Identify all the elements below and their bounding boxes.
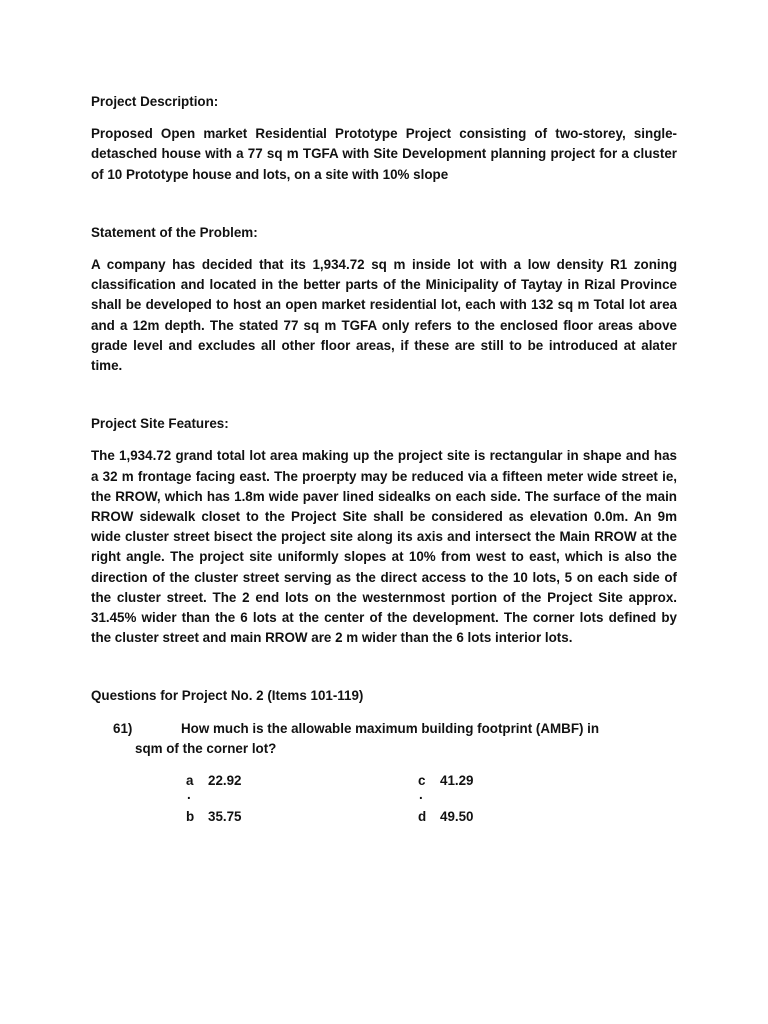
project-description-heading: Project Description: bbox=[91, 94, 219, 109]
project-description-section bbox=[91, 92, 677, 185]
question-number: 61) bbox=[113, 720, 133, 736]
option-d-value: 49.50 bbox=[440, 809, 474, 825]
option-c-letter: c bbox=[418, 773, 426, 789]
statement-of-problem-section bbox=[91, 223, 677, 376]
project-site-features-body: The 1,934.72 grand total lot area making up the project site is rectangular in shape and has a 32 m frontage facing east. The proerpty may be reduced via a fifteen meter wide street ie, the RROW, which has 1.8m wide paver lined sidealks on each side. The surface of the main RROW sidewalk closet to the Project Site shall be considered as elevation 0.0m. An 9m wide cluster street bisect the project site along its axis and intersect the Main RROW at the right angle. The project site uniformly slopes at 10% from west to east, which is also the direction of the cluster street serving as the direct access to the 10 lots, 5 on each side of the cluster street. The 2 end lots on the westernmost portion of the Project Site approx. 31.45% wider than the 6 lots at the center of the development. The corner lots defined by the cluster street and main RROW are 2 m wider than the 6 lots interior lots. bbox=[91, 448, 677, 646]
project-site-features-section bbox=[91, 414, 677, 648]
question-text-line2: sqm of the corner lot? bbox=[135, 740, 277, 756]
option-c-dot: . bbox=[419, 787, 423, 803]
option-a-dot: . bbox=[187, 787, 191, 803]
project-description-body: Proposed Open market Residential Prototype Project consisting of two-storey, single-detasched house with a 77 sq m TGFA with Site Development planning project for a cluster of 10 Prototype house and lots, on a site with 10% slope bbox=[91, 126, 677, 182]
option-b-letter: b bbox=[186, 809, 195, 825]
option-d-letter: d bbox=[418, 809, 427, 825]
option-a-value: 22.92 bbox=[208, 773, 242, 789]
document-page bbox=[91, 92, 677, 841]
questions-section bbox=[91, 686, 677, 841]
question-item bbox=[91, 719, 677, 841]
statement-of-problem-heading: Statement of the Problem: bbox=[91, 224, 258, 240]
statement-of-problem-body: A company has decided that its 1,934.72 sq m inside lot with a low density R1 zoning classification and located in the better parts of the Minicipality of Taytay in Rizal Province shall be developed to host an open market residential lot, each with 132 sq m Total lot area and a 12m depth. The stated 77 sq m TGFA only refers to the enclosed floor areas above grade level and excludes all other floor areas, if these are still to be introduced at alater time. bbox=[91, 257, 677, 374]
project-site-features-heading: Project Site Features: bbox=[91, 416, 229, 432]
question-text-line1: How much is the allowable maximum building footprint (AMBF) in bbox=[181, 720, 600, 736]
answer-options bbox=[91, 771, 677, 841]
option-a-letter: a bbox=[186, 773, 194, 789]
option-c-value: 41.29 bbox=[440, 773, 474, 789]
option-b-value: 35.75 bbox=[208, 809, 242, 825]
questions-heading: Questions for Project No. 2 (Items 101-119) bbox=[91, 688, 364, 704]
